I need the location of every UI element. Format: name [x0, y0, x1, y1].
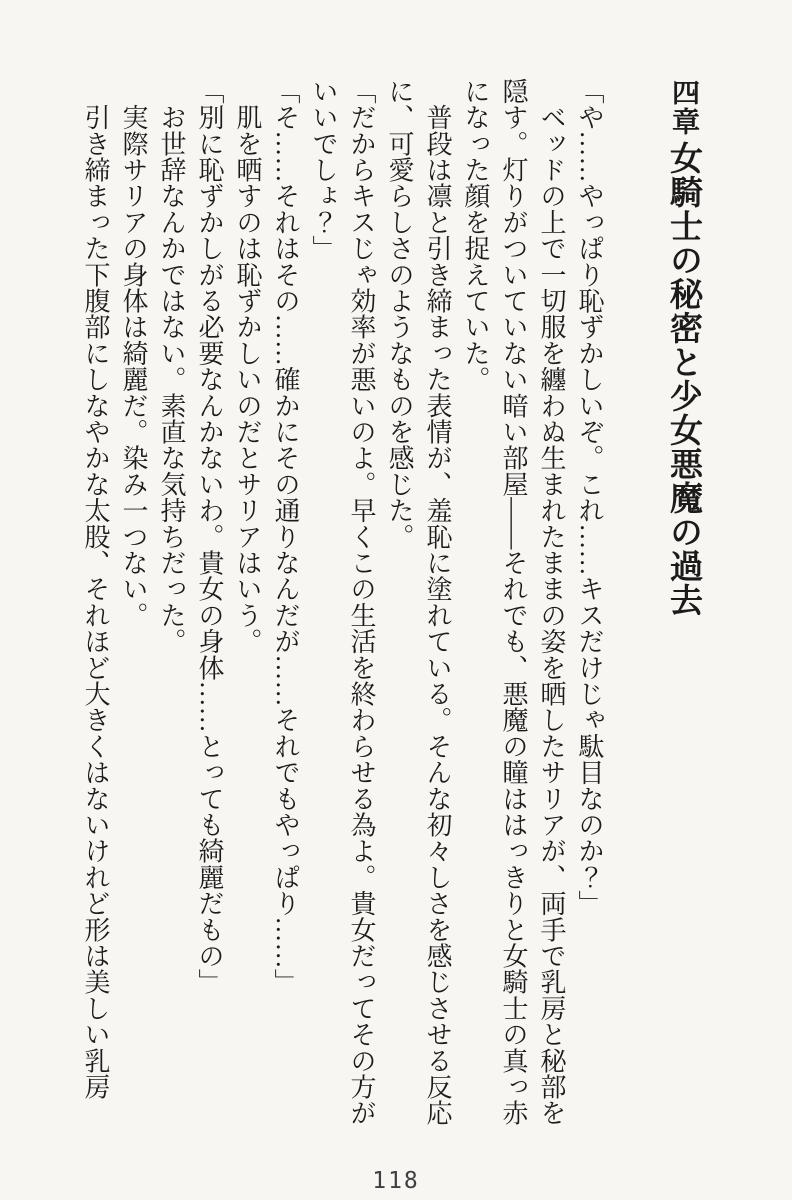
page-content: [76, 78, 706, 1130]
paragraph: ベッドの上で一切服を纏わぬ生まれたままの姿を晒したサリアが、両手で乳房と秘部を隠す。灯りがついていない暗い部屋——それでも、悪魔の瞳ははっきりと女騎士の真っ赤になった顔を捉えていた。: [461, 78, 566, 1126]
body-text: [76, 78, 608, 1130]
chapter-title: 女騎士の秘密と少女悪魔の過去: [665, 141, 701, 617]
paragraph: 「や……やっぱり恥ずかしいぞ。これ……キスだけじゃ駄目なのか？」: [575, 78, 604, 917]
paragraph: お世辞なんかではない。素直な気持ちだった。: [157, 78, 186, 655]
paragraph: 肌を晒すのは恥ずかしいのだとサリアはいう。: [233, 78, 262, 655]
paragraph: 「別に恥ずかしがる必要なんかないわ。貴女の身体……とっても綺麗だもの」: [195, 78, 224, 995]
paragraph: 実際サリアの身体は綺麗だ。染み一つない。: [119, 78, 148, 629]
paragraph: 引き締まった下腹部にしなやかな太股、それほど大きくはないけれど形は美しい乳房: [81, 78, 110, 1100]
paragraph: 普段は凛と引き締まった表情が、羞恥に塗れている。そんな初々しさを感じさせる反応に、可愛らしさのようなものを感じた。: [385, 78, 452, 1126]
paragraph: 「そ……それはその……確かにその通りなんだが……それでもやっぱり……」: [271, 78, 300, 995]
paragraph: 「だからキスじゃ効率が悪いのよ。早くこの生活を終わらせる為よ。貴女だってその方がいいでしょ？」: [309, 78, 376, 1126]
chapter-number: 四章: [668, 78, 699, 136]
page-number: 118: [372, 1168, 420, 1194]
chapter-heading: [660, 78, 706, 1130]
